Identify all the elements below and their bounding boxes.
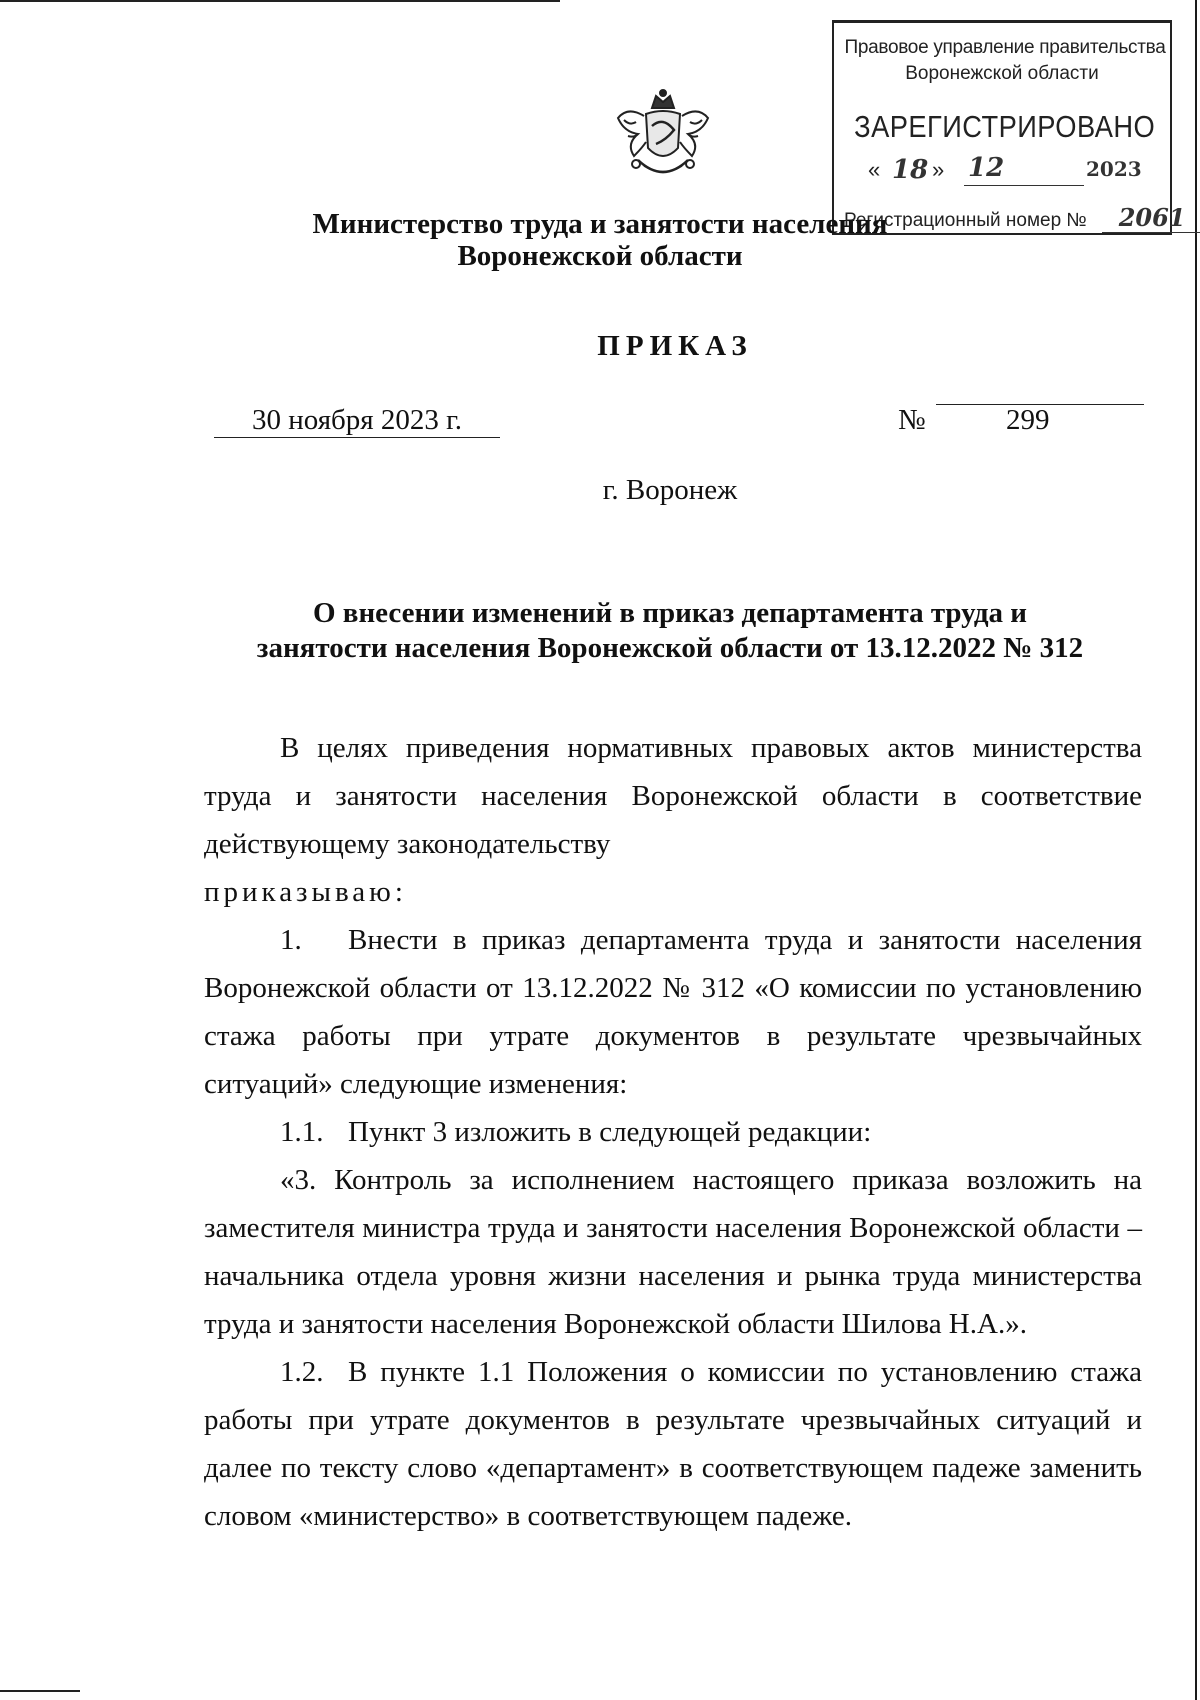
city: г. Воронеж (602, 474, 738, 506)
item-1-1-paragraph (204, 1108, 1142, 1156)
stamp-date-year: 2023 (1086, 157, 1142, 181)
document-type-title: ПРИКАЗ (597, 330, 753, 362)
item-1-2-paragraph (204, 1348, 1142, 1540)
item-1-number: 1. (280, 924, 302, 956)
subject-line2: занятости населения Воронежской области от 13.12.2022 № 312 (256, 632, 1084, 664)
coat-of-arms-icon (608, 86, 718, 186)
order-word: приказываю: (204, 876, 407, 908)
item-1-1-quote: «3. Контроль за исполнением настоящего приказа возложить на заместителя министра труда и занятости населения Воронежской области – начальника отдела уровня жизни населения и рынка труда министерства труда и занятости населения Воронежской области Шилова Н.А.». (204, 1164, 1142, 1340)
stamp-registered-label: ЗАРЕГИСТРИРОВАНО (854, 109, 1156, 144)
item-1-2-text: В пункте 1.1 Положения о комиссии по установлению стажа работы при утрате документов в результате чрезвычайных ситуаций и далее по тексту слово «департамент» в соответствующем падеже заменить словом «министерство» в соответствующем падеже. (204, 1356, 1142, 1532)
stamp-authority-line1: Правовое управление правительства (844, 37, 1166, 58)
stamp-date: « 18 » 12 2023 (868, 153, 1142, 185)
item-1-2-number: 1.2. (280, 1356, 324, 1388)
order-number: 299 (1006, 404, 1050, 436)
preamble-paragraph: В целях приведения нормативных правовых актов министерства труда и занятости населения Воронежской области в соответствие действующему законодательству (204, 732, 1142, 860)
order-number-field (936, 404, 1144, 436)
organization-name-line2: Воронежской области (457, 240, 743, 272)
scan-edge-bottom (0, 1690, 80, 1692)
stamp-reg-number-label: Регистрационный номер № (844, 210, 1087, 231)
scan-edge-top (0, 0, 560, 2)
registration-stamp (832, 20, 1186, 235)
stamp-reg-number: 2061 (1102, 203, 1200, 233)
item-1-1-number: 1.1. (280, 1116, 324, 1148)
order-date: 30 ноября 2023 г. (214, 404, 500, 438)
stamp-date-day: 18 (892, 155, 929, 185)
order-number-sign: № (898, 404, 926, 436)
stamp-date-month: 12 (968, 153, 1005, 183)
item-1-1-text: Пункт 3 изложить в следующей редакции: (348, 1116, 872, 1148)
organization-name-line1: Министерство труда и занятости населения (312, 208, 888, 240)
item-1-text: Внести в приказ департамента труда и занятости населения Воронежской области от 13.12.2022 № 312 «О комиссии по установлению стажа работы при утрате документов в результате чрезвычайных ситуаций» следующие изменения: (204, 924, 1142, 1100)
item-1-paragraph (204, 916, 1142, 1108)
subject-line1: О внесении изменений в приказ департамента труда и (313, 597, 1027, 629)
stamp-authority-line2: Воронежской области (905, 63, 1099, 84)
